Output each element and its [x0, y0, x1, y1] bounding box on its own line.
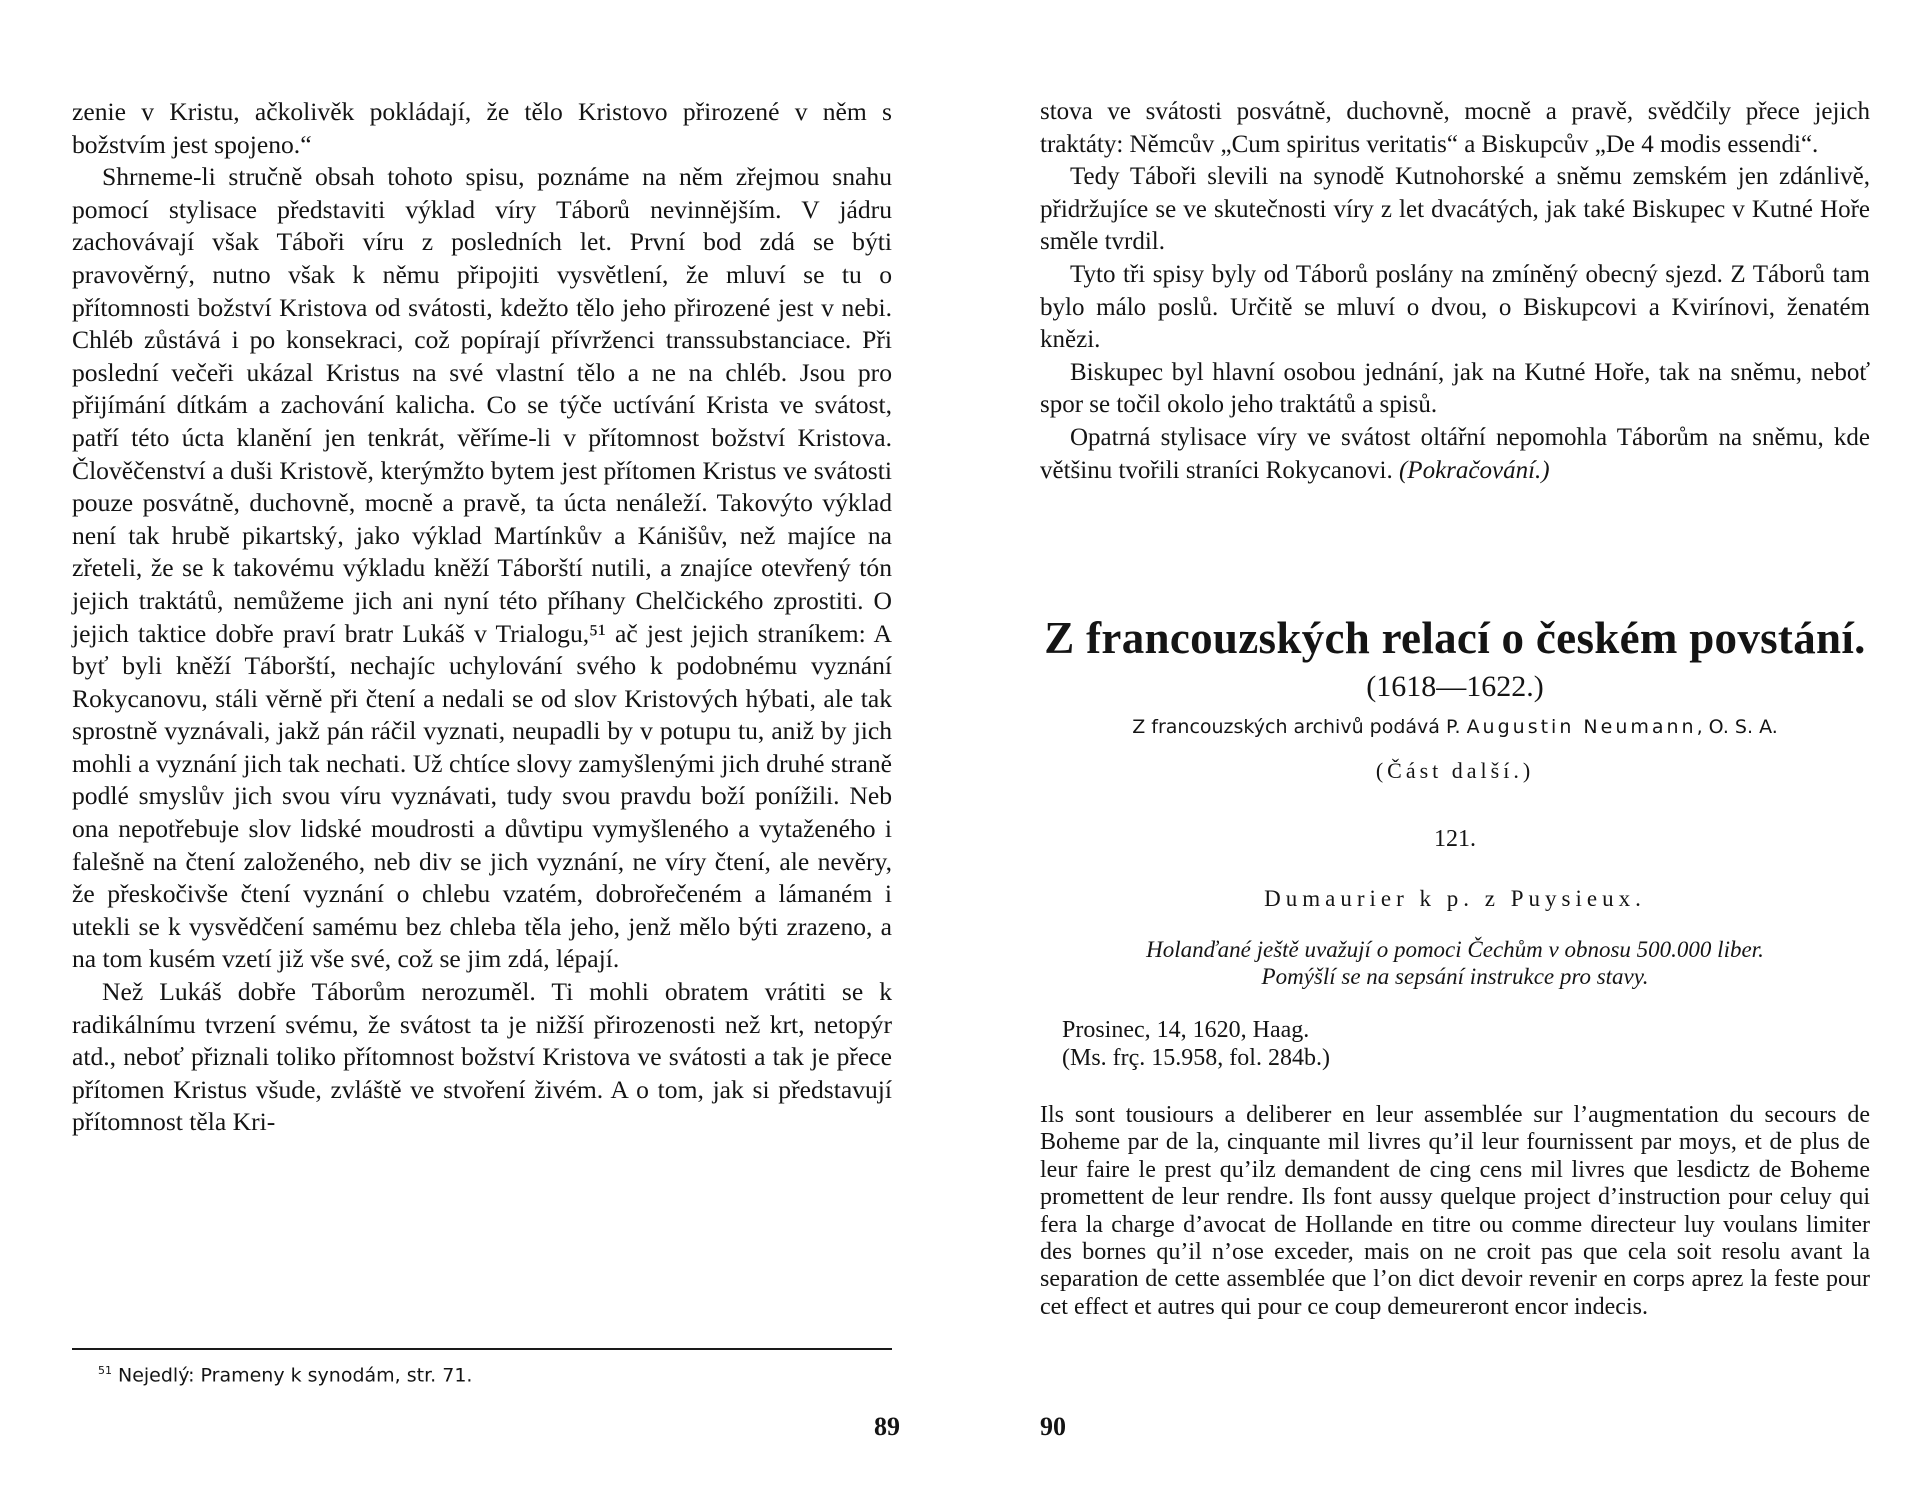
document-number: 121. [1434, 826, 1476, 852]
left-paragraph-3: Než Lukáš dobře Táborům nerozuměl. Ti mohli obratem vrátiti se k radikálnímu tvrzení svému, že svátost ta je nižší přirozenosti než krt, netopýr atd., neboť přiznali toliko přítomnost božství Kristova ve svátosti a tak je přece přítomen Kristus všude, zvláště ve stvoření živém. A o tom, jak si představují přítomnost těla Kri- [72, 977, 892, 1137]
right-paragraph-3: Tyto tři spisy byly od Táborů poslány na zmíněný obecný sjezd. Z Táborů tam bylo málo poslů. Určitě se mluví o dvou, o Biskupcovi a Kvirínovi, ženatém knězi. [1040, 260, 1870, 354]
right-page-continuation [1040, 96, 1870, 487]
left-paragraph-2: Shrneme-li stručně obsah tohoto spisu, poznáme na něm zřejmou snahu pomocí stylisace představiti výklad víry Táborů nevinnějším. V jádru zachovávají však Táboři víru z posledních let. První bod zdá se býti pravověrný, nutno však k němu připojiti vysvětlení, že mluví se tu o přítomnosti božství Kristova od svátosti, kdežto tělo jeho přirozené jest v nebi. Chléb zůstává i po konsekraci, což popírají přívrženci transsubstanciace. Při poslední večeři ukázal Kristus na své vlastní tělo a ne na chléb. Jsou pro přijímání dítkám a zachování kalicha. Co se týče uctívání Krista ve svátost, patří této úcta klanění jen tenkrát, věříme-li v přítomnost božství Kristova. Člověčenství a duši Kristově, kterýmžto bytem jest přítomen Kristus ve svátosti pouze posvátně, duchovně, mocně a pravě, ta úcta nenáleží. Takovýto výklad není tak hrubě pikartský, jako výklad Martínkův a Kánišův, než majíce na zřeteli, že se k takovému výkladu kněží Táborští nutili, a znajíce otevřený tón jejich traktátů, nemůžeme jich ani nyní této příhany Chelčického zprostiti. O jejich taktice dobře praví bratr Lukáš v Trialogu,⁵¹ ač jest jejich straníkem: A byť byli kněží Táborští, nechajíc uchylování svého k podobnému vyznání Rokycanovu, stáli věrně při čtení a nedali se od slov Kristových hýbati, ale tak sprostně vyznávali, jakž pán ráčil vyznati, neupadli by v potupu tu, aniž by jich mohli a vyznání jich tak nechati. Už chtíce slovy zamyšlenými jich druhé straně podlé smyslův jich svou víru vyznávati, tudy svou pravdu boží ponížili. Neb ona nepotřebuje slov lidské moudrosti a důvtipu vymyšleného a vytaženého i falešně na čtení založeného, neb div se jich vyznání, ne víry čtení, ale nevěry, že přeskočivše čtení vyznání o chlebu vzatém, dobrořečeném a lámaném i utekli se k vysvědčení samému bez chleba těla jeho, jenž mělo býti zrazeno, a na tom kusém vzetí již vše své, což se jim zdá, lépají. [72, 162, 892, 974]
right-paragraph-1: stova ve svátosti posvátně, duchovně, mocně a pravě, svědčily přece jejich traktáty: Němcův „Cum spiritus veritatis“ a Biskupcův „De 4 modis essendi“. [1040, 98, 1870, 158]
article-author [1040, 716, 1870, 738]
document-heading: Dumaurier k p. z Puysieux. [1264, 886, 1646, 911]
footnote-divider [72, 1348, 892, 1350]
right-paragraph-5 [1040, 422, 1870, 487]
left-page-number: 89 [874, 1412, 900, 1441]
footnote-text: Nejedlý: Prameny k synodám, str. 71. [118, 1364, 473, 1387]
article-years: (1618—1622.) [1366, 670, 1544, 703]
author-prefix: Z francouzských archivů podává P. [1132, 716, 1461, 738]
footnote-mark: 51 [98, 1364, 112, 1377]
continuation-note: (Pokračování.) [1398, 456, 1550, 484]
right-paragraph-2: Tedy Táboři slevili na synodě Kutnohorské a sněmu zemském jen zdánlivě, přidržujíce se ve skutečnosti víry z let dvacátých, jak také Biskupec v Kutné Hoře směle tvrdil. [1040, 163, 1870, 256]
left-page [72, 96, 900, 1466]
footnote [98, 1364, 472, 1386]
right-paragraph-5-text: Opatrná stylisace víry ve svátost oltářní nepomohla Táborům na sněmu, kde většinu tvořili straníci Rokycanovi. [1040, 423, 1870, 484]
left-paragraph-1: zenie v Kristu, ačkolivěk pokládají, že tělo Kristovo přirozené v něm s božstvím jest spojeno.“ [72, 97, 892, 159]
document-text: Ils sont tousiours a deliberer en leur assemblée sur l’augmentation du secours de Boheme par de la, cinquante mil livres qu’il leur fournissent par moys, et de plus de leur faire le prest qu’ilz demandent de cing cens mil livres que lesdictz de Boheme promettent de leur rendre. Ils font aussy quelque project d’instruction pour celuy qui fera la charge d’avocat de Hollande en titre ou comme directeur luy voulans limiter des bornes qu’il n’ose exceder, mais on ne croit pas que cela soit resolu avant la separation de cette assemblée que l’on dict devoir revenir en corps aprez la feste pour cet effect et autres qui pour ce coup demeureront encor indecis. [1040, 1102, 1870, 1320]
summary-line-2: Pomýšlí se na sepsání instrukce pro stavy. [1261, 964, 1649, 989]
article-title: Z francouzských relací o českém povstání. [1044, 613, 1866, 663]
date-line-2: (Ms. frç. 15.958, fol. 284b.) [1062, 1045, 1330, 1071]
date-line-1: Prosinec, 14, 1620, Haag. [1062, 1017, 1310, 1043]
author-name: Augustin Neumann [1466, 716, 1697, 738]
summary-line-1: Holanďané ještě uvažují o pomoci Čechům v obnosu 500.000 liber. [1146, 937, 1764, 962]
right-page [1040, 96, 1870, 1466]
article-part: (Část další.) [1375, 758, 1535, 783]
author-suffix: , O. S. A. [1696, 716, 1778, 738]
right-paragraph-4: Biskupec byl hlavní osobou jednání, jak na Kutné Hoře, tak na sněmu, neboť spor se točil okolo jeho traktátů a spisů. [1040, 358, 1870, 419]
document-date [1062, 1016, 1330, 1072]
right-page-number: 90 [1040, 1412, 1066, 1441]
document-summary [1040, 936, 1870, 990]
